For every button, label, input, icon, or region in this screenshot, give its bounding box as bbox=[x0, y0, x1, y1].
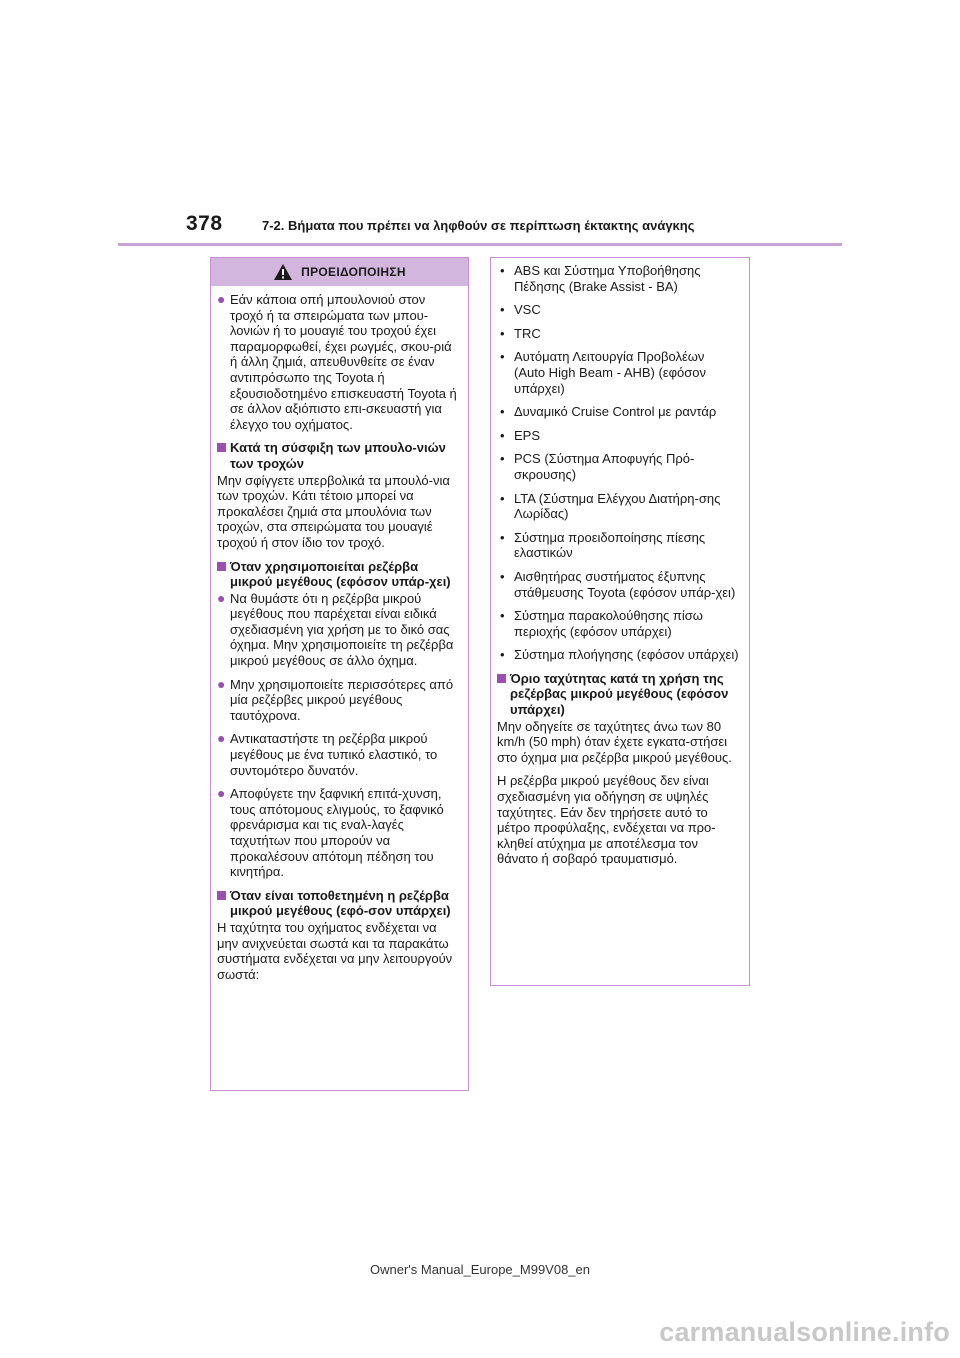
system-item: • Σύστημα προειδοποίησης πίεσης ελαστικών bbox=[500, 529, 706, 561]
system-item: • TRC bbox=[500, 325, 541, 341]
list-item: ● Αποφύγετε την ξαφνική επιτά-χυνση, τους απότομους ελιγμούς, το ξαφνικό φρενάρισμα και τις εναλ-λαγές ταχυτήτων που μπορούν να προκαλέσουν απότομη πέδηση του κινητήρα. bbox=[217, 785, 444, 880]
square-bullet-icon bbox=[217, 888, 230, 919]
square-bullet-icon bbox=[497, 671, 510, 718]
warning-box-right bbox=[490, 257, 750, 986]
system-item: • Σύστημα πλοήγησης (εφόσον υπάρχει) bbox=[500, 647, 739, 663]
system-item: • Αυτόματη Λειτουργία Προβολέων (Auto High Beam - AHB) (εφόσον υπάρχει) bbox=[500, 349, 707, 396]
system-item: • Σύστημα παρακολούθησης πίσω περιοχής (εφόσον υπάρχει) bbox=[500, 608, 703, 639]
list-item: ● Αντικαταστήστε τη ρεζέρβα μικρού μεγέθους με ένα τυπικό ελαστικό, το συντομότερο δυνατόν. bbox=[217, 730, 438, 778]
section-heading-4: Όριο ταχύτητας κατά τη χρήση της ρεζέρβας μικρού μεγέθους (εφόσον υπάρχει) bbox=[497, 671, 739, 718]
system-item: • Αισθητήρας συστήματος έξυπνης στάθμευσης Toyota (εφόσον υπάρ-χει) bbox=[500, 568, 736, 600]
footer-text: Owner's Manual_Europe_M99V08_en bbox=[369, 1262, 590, 1277]
bullet-dot-icon: ● bbox=[217, 291, 226, 307]
section-heading-3: Όταν είναι τοποθετημένη η ρεζέρβα μικρού μεγέθους (εφό-σον υπάρχει) bbox=[217, 888, 458, 919]
system-item: • VSC bbox=[500, 302, 541, 318]
system-item: • EPS bbox=[500, 427, 541, 443]
section-text-4b: Η ρεζέρβα μικρού μεγέθους δεν είναι σχεδιασμένη για οδήγηση σε υψηλές ταχύτητες. Εάν δεν τηρήσετε αυτό το μέτρο προφύλαξης, ενδέχεται να προ-κληθεί ατύχημα με αποτέλεσμα τον θάνατο ή σοβαρό τραυματισμό. bbox=[497, 773, 716, 867]
bullet-dot-icon: ● bbox=[217, 675, 226, 692]
bullet-dot-icon: ● bbox=[217, 730, 226, 747]
warning-box-left bbox=[210, 257, 469, 1091]
page-number: 378 bbox=[186, 212, 223, 235]
section-text-4a: Μην οδηγείτε σε ταχύτητες άνω των 80 km/h (50 mph) όταν έχετε εγκατα-στήσει στο όχημα μια ρεζέρβα μικρού μεγέθους. bbox=[497, 718, 732, 765]
bullet-dot-icon: ● bbox=[217, 589, 226, 606]
list-item: ● Μην χρησιμοποιείτε περισσότερες από μία ρεζέρβες μικρού μεγέθους ταυτόχρονα. bbox=[217, 675, 454, 723]
system-item: • LTA (Σύστημα Ελέγχου Διατήρη-σης Λωρίδας) bbox=[500, 490, 721, 522]
warning-header bbox=[211, 258, 468, 286]
list-item: ● Να θυμάστε ότι η ρεζέρβα μικρού μεγέθους που παρέχεται είναι ειδικά σχεδιασμένη για χρήση με το δικό σας όχημα. Μην χρησιμοποιείτε τη ρεζέρβα μικρού μεγέθους σε άλλο όχημα. bbox=[217, 589, 454, 669]
section-title: 7-2. Βήματα που πρέπει να ληφθούν σε περίπτωση έκτακτης ανάγκης bbox=[262, 218, 695, 233]
system-item: • PCS (Σύστημα Αποφυγής Πρό-σκρουσης) bbox=[500, 451, 695, 482]
square-bullet-icon bbox=[217, 440, 230, 471]
bullet-dot-icon: ● bbox=[217, 785, 226, 802]
section-heading-2: Όταν χρησιμοποιείται ρεζέρβα μικρού μεγέθους (εφόσον υπάρ-χει) bbox=[217, 559, 458, 590]
intro-text: Εάν κάποια οπή μπουλονιού στον τροχό ή τα σπειρώματα των μπου-λονιών ή το μουαγιέ του τροχού έχει παραμορφωθεί, έχει ρωγμές, σκου-ριά ή άλλη ζημιά, απευθυνθείτε σε έναν αντιπρόσωπο της Toyota ή εξουσιοδοτημένο επισκευαστή Toyota ή σε άλλον αξιόπιστο επι-σκευαστή για έλεγχο του οχήματος. bbox=[230, 292, 457, 432]
intro-bullet bbox=[217, 292, 458, 432]
section-text-1: Μην σφίγγετε υπερβολικά τα μπουλό-νια των τροχών. Κάτι τέτοιο μπορεί να προκαλέσει ζημιά στα μπουλόνια των τροχών, στα σπειρώματα του μουαγιέ τροχού ή στον ίδιο τον τροχό. bbox=[217, 472, 450, 550]
header-divider bbox=[118, 243, 842, 246]
section-heading-1: Κατά τη σύσφιξη των μπουλο-νιών των τροχών bbox=[217, 440, 458, 471]
watermark[interactable]: carmanualsonline.info bbox=[659, 1317, 950, 1347]
system-item: • Δυναμικό Cruise Control με ραντάρ bbox=[500, 404, 717, 420]
warning-title: ΠΡΟΕΙΔΟΠΟΙΗΣΗ bbox=[301, 265, 406, 279]
warning-triangle-icon bbox=[273, 263, 293, 281]
square-bullet-icon bbox=[217, 559, 230, 590]
system-item: • ABS και Σύστημα Υποβοήθησης Πέδησης (Brake Assist - BA) bbox=[500, 263, 701, 294]
section-text-3: Η ταχύτητα του οχήματος ενδέχεται να μην ανιχνεύεται σωστά και τα παρακάτω συστήματα ενδέχεται να μην λειτουργούν σωστά: bbox=[217, 919, 453, 982]
